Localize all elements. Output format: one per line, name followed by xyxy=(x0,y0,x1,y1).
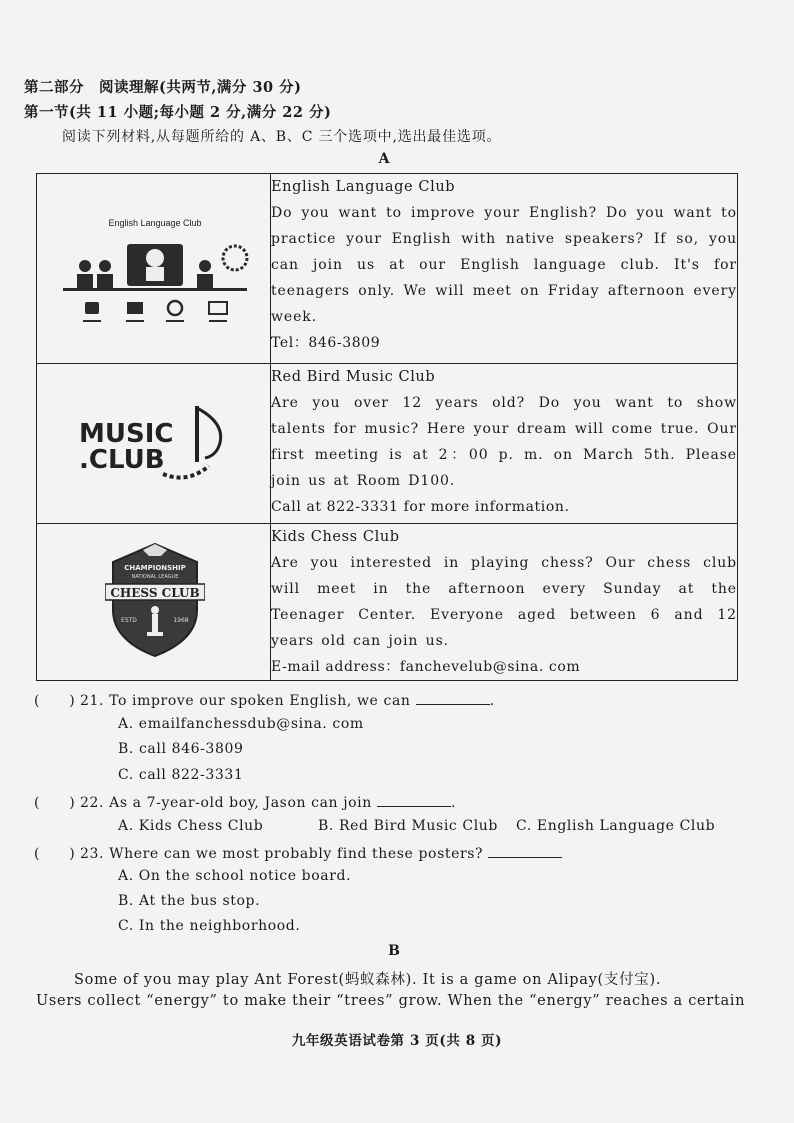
club-contact: Tel：846-3809 xyxy=(271,335,381,351)
club-name: Red Bird Music Club xyxy=(271,369,436,385)
club-info-chess xyxy=(271,524,738,681)
club-name: English Language Club xyxy=(271,179,456,195)
club-description: Do you want to improve your English? Do you want to practice your English with native speakers? If so, you can join us at our English language club. It's for teenagers only. We will meet on Friday afternoon every week. xyxy=(271,205,737,325)
option-22-c: C. English Language Club xyxy=(516,818,716,834)
clubs-table xyxy=(36,173,738,681)
logo-cell xyxy=(37,174,271,364)
options-22 xyxy=(118,818,715,834)
option-22-b: B. Red Bird Music Club xyxy=(318,818,498,834)
question-stem: 21. To improve our spoken English, we can xyxy=(80,693,411,709)
badge-year: 1968 xyxy=(173,617,189,624)
badge-estd: ESTD xyxy=(121,617,137,624)
option-21-b: B. call 846-3809 xyxy=(118,741,244,757)
logo-cell xyxy=(37,524,271,681)
section-heading: 第一节(共 11 小题;每小题 2 分,满分 22 分) xyxy=(24,104,332,121)
english-club-illustration xyxy=(55,214,255,329)
club-name: Kids Chess Club xyxy=(271,529,400,545)
question-stem: 23. Where can we most probably find these posters? xyxy=(80,846,484,862)
option-21-c: C. call 822-3331 xyxy=(118,767,244,783)
question-end: . xyxy=(489,693,495,709)
answer-blank[interactable] xyxy=(416,692,490,705)
passage-b-line2: Users collect “energy” to make their “trees” grow. When the “energy” reaches a certain xyxy=(36,993,746,1009)
question-21 xyxy=(34,690,495,710)
question-end: . xyxy=(450,795,456,811)
passage-b-line1: Some of you may play Ant Forest(蚂蚁森林). It is a game on Alipay(支付宝). xyxy=(74,972,662,988)
question-stem: 22. As a 7-year-old boy, Jason can join xyxy=(80,795,372,811)
badge-sub-text: NATIONAL LEAGUE xyxy=(131,574,179,580)
club-description: Are you interested in playing chess? Our chess club will meet in the afternoon every Sunday at the Teenager Center. Everyone aged between 6 and 12 years old can join us. xyxy=(271,555,737,649)
question-22 xyxy=(34,792,456,812)
club-row-chess xyxy=(37,524,738,681)
logo-cell xyxy=(37,364,271,524)
club-contact: Call at 822-3331 for more information. xyxy=(271,499,570,515)
option-21-a: A. emailfanchessdub@sina. com xyxy=(118,716,364,732)
music-club-logo xyxy=(77,404,237,494)
answer-paren[interactable]: ( ) xyxy=(34,795,76,811)
music-logo-word: MUSIC xyxy=(79,419,174,449)
answer-paren[interactable]: ( ) xyxy=(34,693,76,709)
club-description: Are you over 12 years old? Do you want to show talents for music? Here your dream will come true. Our first meeting is at 2：00 p. m. on March 5th. Please join us at Room D100. xyxy=(271,395,737,489)
illustration-caption: English Language Club xyxy=(108,218,202,228)
answer-blank[interactable] xyxy=(377,794,451,807)
badge-banner-text: CHESS CLUB xyxy=(110,586,200,600)
option-23-c: C. In the neighborhood. xyxy=(118,918,301,934)
club-info-music xyxy=(271,364,738,524)
passage-a-label: A xyxy=(378,151,390,167)
club-row-english xyxy=(37,174,738,364)
instruction-text: 阅读下列材料,从每题所给的 A、B、C 三个选项中,选出最佳选项。 xyxy=(62,129,502,145)
option-22-a: A. Kids Chess Club xyxy=(118,818,264,834)
chess-club-badge xyxy=(105,540,205,660)
page-footer: 九年级英语试卷第 3 页(共 8 页) xyxy=(291,1033,503,1049)
option-23-b: B. At the bus stop. xyxy=(118,893,261,909)
club-row-music xyxy=(37,364,738,524)
passage-b-label: B xyxy=(388,943,400,959)
club-logo-word: .CLUB xyxy=(79,445,165,475)
club-info-english xyxy=(271,174,738,364)
answer-blank[interactable] xyxy=(488,845,562,858)
question-23 xyxy=(34,843,562,863)
badge-top-text: CHAMPIONSHIP xyxy=(124,564,186,572)
answer-paren[interactable]: ( ) xyxy=(34,846,76,862)
part-heading: 第二部分 阅读理解(共两节,满分 30 分) xyxy=(24,79,302,96)
club-contact: E-mail address：fanchevelub@sina. com xyxy=(271,659,581,675)
option-23-a: A. On the school notice board. xyxy=(118,868,352,884)
